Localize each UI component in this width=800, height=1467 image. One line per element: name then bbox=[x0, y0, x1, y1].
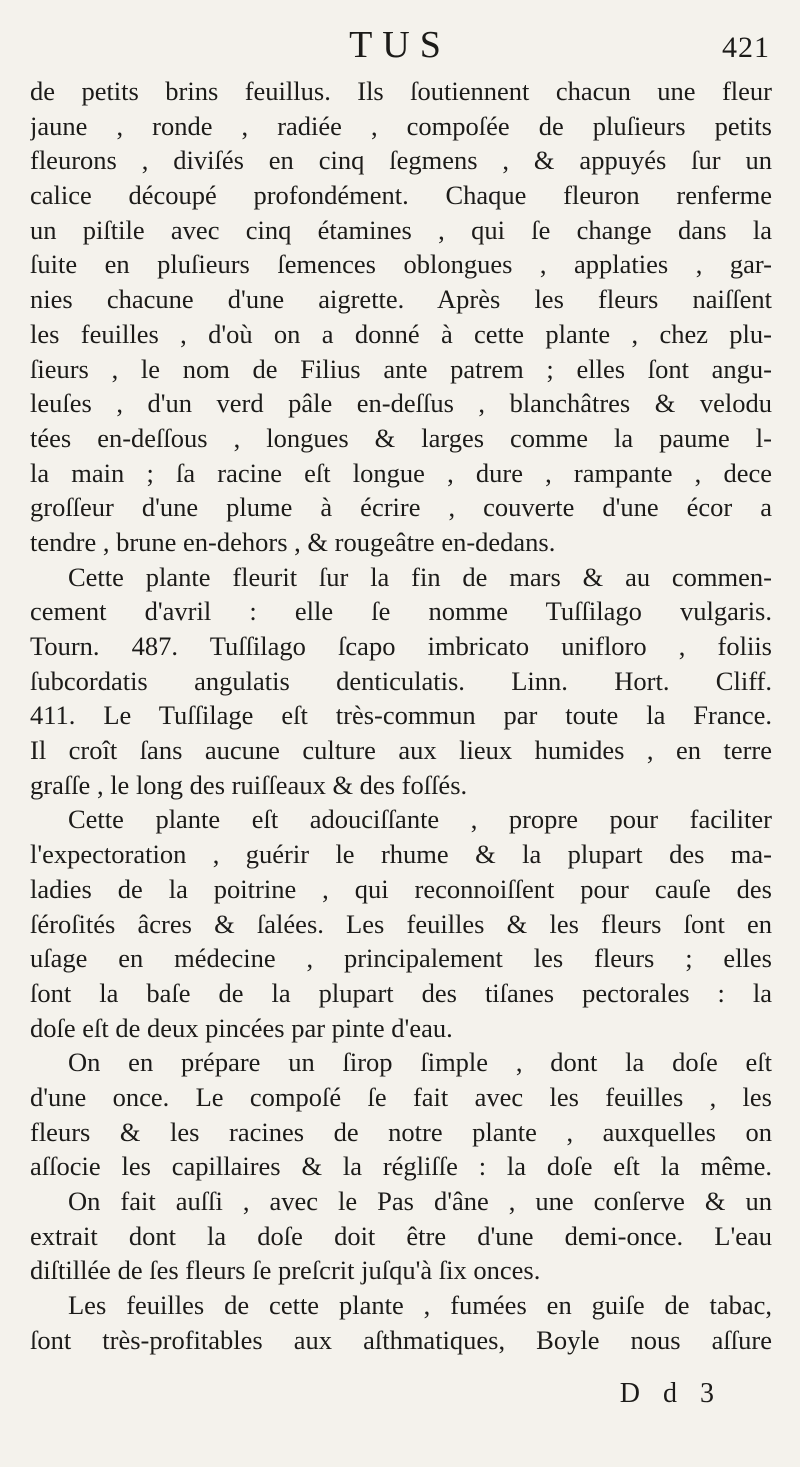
text-line: tendre , brune en-dehors , & rougeâtre en-dedans. bbox=[30, 526, 556, 557]
text-line: On fait auſſi , avec le Pas d'âne , une conſerve & un bbox=[68, 1186, 772, 1216]
text-line: la main ; ſa racine eſt longue , dure , rampante , dece bbox=[30, 457, 772, 488]
text-line: Il croît ſans aucune culture aux lieux humides , en terre bbox=[30, 735, 772, 766]
text-line: calice découpé profondément. Chaque fleuron renferme bbox=[30, 180, 772, 211]
page-number: 421 bbox=[722, 31, 770, 64]
text-line: diſtillée de ſes fleurs ſe preſcrit juſqu'à ſix onces. bbox=[30, 1255, 541, 1286]
text-line: Les feuilles de cette plante , fumées en guiſe de tabac, bbox=[68, 1290, 772, 1321]
text-line: ſont très-profitables aux aſthmatiques, Boyle nous aſſure bbox=[30, 1324, 772, 1355]
text-line: ſont la baſe de la plupart des tiſanes pectorales : la bbox=[30, 977, 772, 1008]
text-line: On en prépare un ſirop ſimple , dont la doſe eſt bbox=[68, 1047, 772, 1078]
text-line: les feuilles , d'où on a donné à cette plante , chez plu- bbox=[30, 318, 772, 349]
text-line: Cette plante fleurit ſur la fin de mars & au commen- bbox=[68, 561, 772, 592]
text-line: extrait dont la doſe doit être d'une demi-once. L'eau bbox=[30, 1220, 772, 1251]
text-line: d'une once. Le compoſé ſe fait avec les feuilles , les bbox=[30, 1081, 772, 1112]
text-line: ſubcordatis angulatis denticulatis. Linn. Hort. Cliff. bbox=[30, 665, 772, 696]
text-line: graſſe , le long des ruiſſeaux & des foſſés. bbox=[30, 769, 468, 800]
running-title: TUS bbox=[349, 24, 451, 66]
text-line: ſieurs , le nom de Filius ante patrem ; elles ſont angu- bbox=[30, 353, 772, 384]
text-line: l'expectoration , guérir le rhume & la plupart des ma- bbox=[30, 839, 772, 870]
text-line: de petits brins feuillus. Ils ſoutiennent chacun une fleur bbox=[30, 76, 772, 106]
text-line: Tourn. 487. Tuſſilago ſcapo imbricato unifloro , foliis bbox=[30, 631, 772, 661]
text-line: un piſtile avec cinq étamines , qui ſe change dans la bbox=[30, 214, 772, 245]
text-line: leuſes , d'un verd pâle en-deſſus , blanchâtres & velodu bbox=[30, 388, 772, 419]
text-line: tées en-deſſous , longues & larges comme la paume l- bbox=[30, 422, 772, 453]
text-line: ſuite en pluſieurs ſemences oblongues , applaties , gar- bbox=[30, 249, 772, 280]
text-line: Cette plante eſt adouciſſante , propre pour faciliter bbox=[68, 804, 772, 835]
text-line: aſſocie les capillaires & la régliſſe : la doſe eſt la même. bbox=[30, 1151, 772, 1182]
text-line: 411. Le Tuſſilage eſt très-commun par toute la France. bbox=[30, 700, 772, 731]
signature-mark: D d 3 bbox=[619, 1378, 722, 1409]
text-line: groſſeur d'une plume à écrire , couverte d'une écor a bbox=[30, 492, 772, 523]
text-line: ſéroſités âcres & ſalées. Les feuilles & les fleurs ſont en bbox=[30, 908, 772, 939]
text-line: uſage en médecine , principalement les fleurs ; elles bbox=[30, 943, 772, 974]
text-line: ladies de la poitrine , qui reconnoiſſent pour cauſe des bbox=[30, 873, 772, 904]
text-line: doſe eſt de deux pincées par pinte d'eau. bbox=[30, 1012, 453, 1043]
body-text bbox=[30, 74, 772, 1357]
text-line: fleurs & les racines de notre plante , auxquelles on bbox=[30, 1116, 772, 1147]
running-head bbox=[0, 22, 800, 72]
text-line: jaune , ronde , radiée , compoſée de pluſieurs petits bbox=[30, 110, 772, 141]
text-line: fleurons , diviſés en cinq ſegmens , & appuyés ſur un bbox=[30, 145, 772, 176]
text-line: cement d'avril : elle ſe nomme Tuſſilago vulgaris. bbox=[30, 596, 772, 627]
text-line: nies chacune d'une aigrette. Après les fleurs naiſſent bbox=[30, 284, 772, 315]
